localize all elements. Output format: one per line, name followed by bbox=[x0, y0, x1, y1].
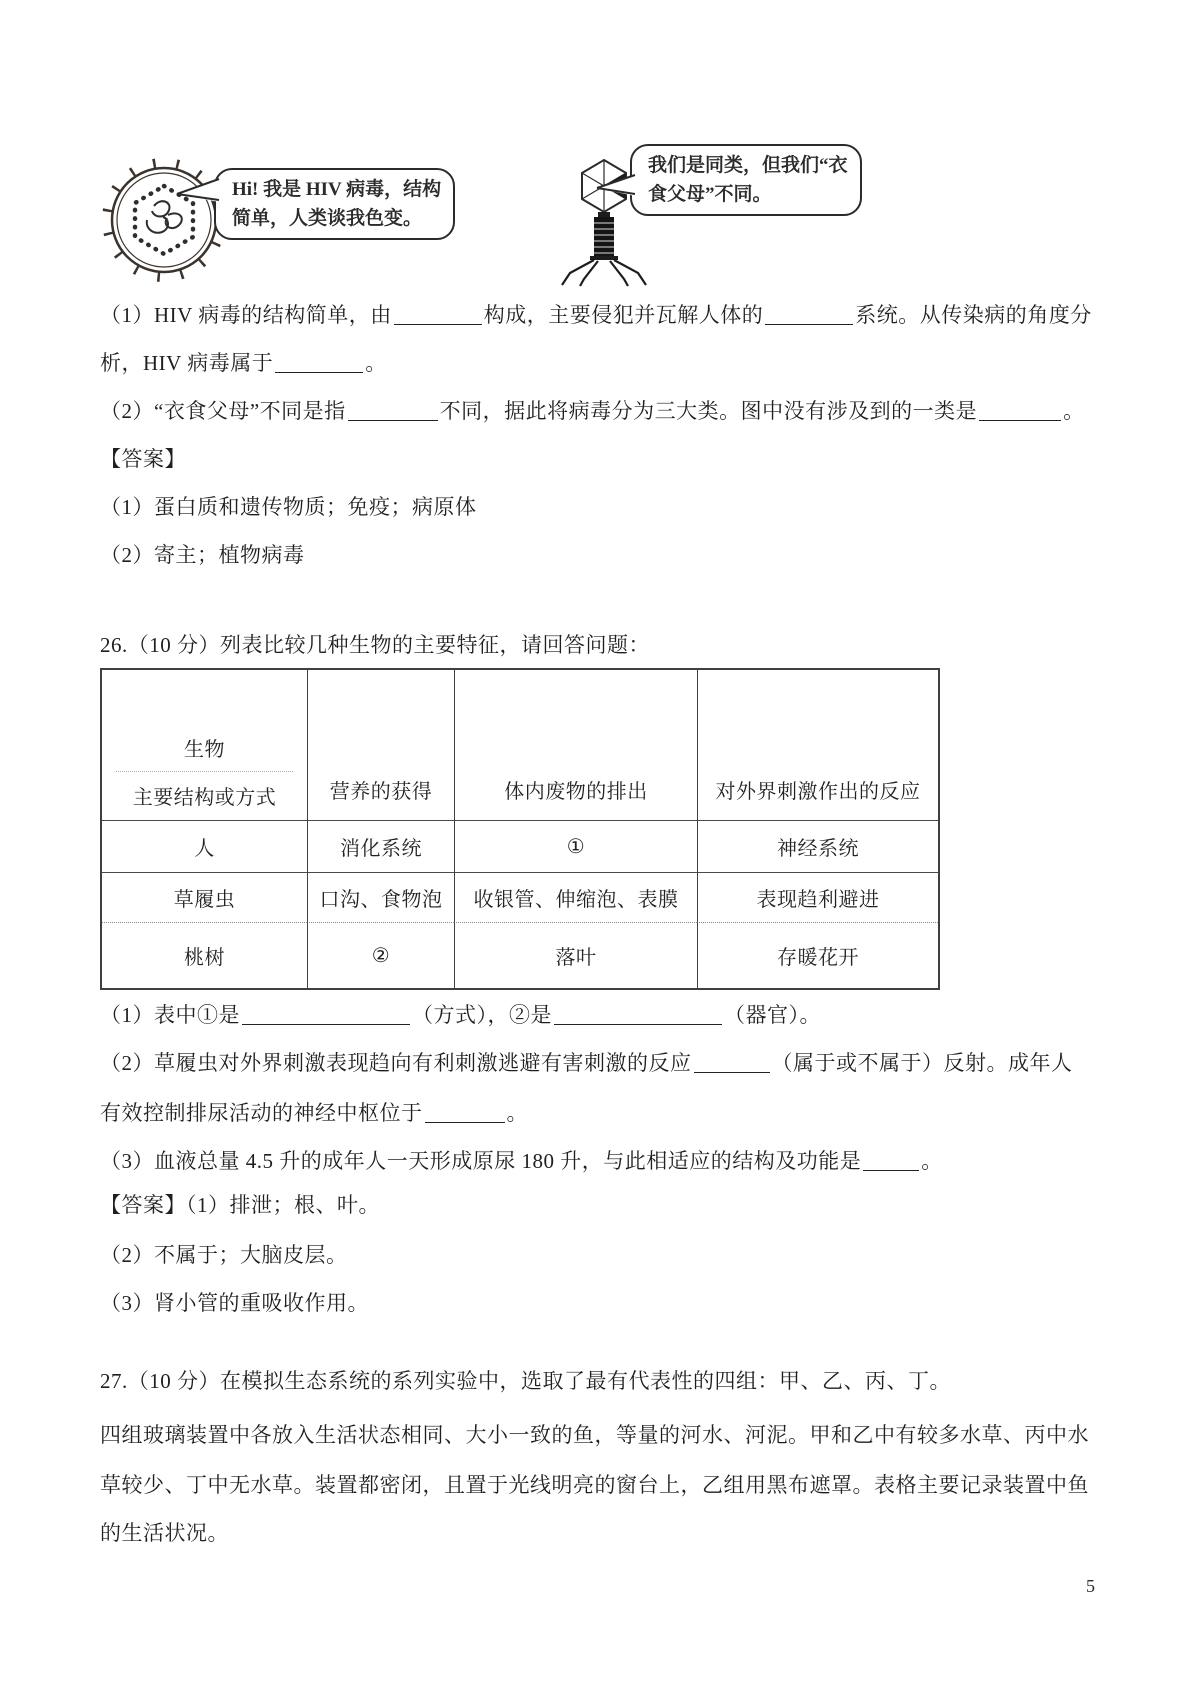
phage-bubble-tail bbox=[594, 172, 636, 200]
q26-answer-3: （3）肾小管的重吸收作用。 bbox=[100, 1291, 369, 1315]
text-segment: （2）“衣食父母”不同是指 bbox=[100, 399, 346, 423]
fill-blank bbox=[863, 1168, 919, 1171]
phage-speech-line2: 食父母”不同。 bbox=[648, 184, 772, 205]
hiv-speech-line1: Hi! 我是 HIV 病毒，结构 bbox=[232, 179, 442, 200]
q26-title: 26.（10 分）列表比较几种生物的主要特征，请回答问题： bbox=[100, 633, 650, 657]
q26-part3-line bbox=[100, 1146, 943, 1176]
q27-line4: 的生活状况。 bbox=[100, 1521, 229, 1545]
text-segment: 析，HIV 病毒属于 bbox=[100, 351, 274, 375]
text-segment: （1）HIV 病毒的结构简单，由 bbox=[100, 303, 392, 327]
text-segment: 系统。从传染病的角度分 bbox=[855, 303, 1092, 327]
table-cell: 落叶 bbox=[454, 922, 697, 988]
q25-answer-2: （2）寄主；植物病毒 bbox=[100, 543, 305, 567]
table-header-organism bbox=[102, 670, 307, 820]
table-cell: 收银管、伸缩泡、表膜 bbox=[454, 872, 697, 922]
table-header-nutrition: 营养的获得 bbox=[307, 670, 454, 820]
q27-line2: 四组玻璃装置中各放入生活状态相同、大小一致的鱼，等量的河水、河泥。甲和乙中有较多水草、丙中水 bbox=[100, 1423, 1089, 1447]
text-segment: （2）草履虫对外界刺激表现趋向有利刺激逃避有害刺激的反应 bbox=[100, 1051, 692, 1075]
phage-speech-bubble bbox=[630, 144, 862, 216]
fill-blank bbox=[348, 418, 438, 421]
text-segment: 。 bbox=[506, 1101, 528, 1125]
fill-blank bbox=[554, 1022, 722, 1025]
text-segment: （器官）。 bbox=[724, 1003, 821, 1027]
table-cell: ② bbox=[307, 922, 454, 988]
fill-blank bbox=[979, 418, 1061, 421]
q25-answer-label: 【答案】 bbox=[100, 447, 186, 471]
table-cell: 神经系统 bbox=[697, 820, 938, 872]
fill-blank bbox=[694, 1070, 770, 1073]
table-cell: 人 bbox=[102, 820, 307, 872]
table-header-waste: 体内废物的排出 bbox=[454, 670, 697, 820]
q26-part2-line1 bbox=[100, 1048, 1073, 1078]
table-header-organism-bottom: 主要结构或方式 bbox=[132, 787, 277, 809]
text-segment: （3）血液总量 4.5 升的成年人一天形成原尿 180 升，与此相适应的结构及功能是 bbox=[100, 1149, 862, 1173]
q26-answer-1: 【答案】（1）排泄；根、叶。 bbox=[100, 1193, 380, 1217]
table-cell: 表现趋利避进 bbox=[697, 872, 938, 922]
text-segment: （属于或不属于）反射。成年人 bbox=[771, 1051, 1073, 1075]
text-segment: （方式），②是 bbox=[412, 1003, 552, 1027]
page-number: 5 bbox=[1086, 1576, 1095, 1596]
q26-comparison-table bbox=[100, 668, 940, 990]
q27-line3: 草较少、丁中无水草。装置都密闭，且置于光线明亮的窗台上，乙组用黑布遮罩。表格主要记录装置中鱼 bbox=[100, 1473, 1089, 1497]
q27-line1: 27.（10 分）在模拟生态系统的系列实验中，选取了最有代表性的四组：甲、乙、丙、丁。 bbox=[100, 1369, 951, 1393]
fill-blank bbox=[425, 1120, 505, 1123]
q26-part1-line bbox=[100, 1000, 821, 1030]
table-cell: 消化系统 bbox=[307, 820, 454, 872]
q26-answer-2: （2）不属于；大脑皮层。 bbox=[100, 1243, 348, 1267]
table-cell: ① bbox=[454, 820, 697, 872]
hiv-bubble-tail bbox=[174, 176, 220, 206]
table-cell: 桃树 bbox=[102, 922, 307, 988]
q25-part1-line1 bbox=[100, 300, 1092, 330]
text-segment: 有效控制排尿活动的神经中枢位于 bbox=[100, 1101, 423, 1125]
phage-speech-line1: 我们是同类，但我们“衣 bbox=[648, 155, 848, 176]
table-cell: 存暖花开 bbox=[697, 922, 938, 988]
fill-blank bbox=[242, 1022, 410, 1025]
text-segment: 。 bbox=[921, 1149, 943, 1173]
table-header-organism-top: 生物 bbox=[116, 733, 292, 772]
fill-blank bbox=[394, 322, 482, 325]
text-segment: 不同，据此将病毒分为三大类。图中没有涉及到的一类是 bbox=[439, 399, 978, 423]
q25-part1-line2 bbox=[100, 348, 387, 378]
text-segment: 。 bbox=[365, 351, 387, 375]
q26-part2-line2 bbox=[100, 1098, 528, 1128]
q25-part2-line bbox=[100, 396, 1085, 426]
hiv-speech-bubble bbox=[214, 168, 455, 240]
fill-blank bbox=[275, 370, 363, 373]
fill-blank bbox=[765, 322, 853, 325]
table-header-stimulus: 对外界刺激作出的反应 bbox=[697, 670, 938, 820]
table-cell: 草履虫 bbox=[102, 872, 307, 922]
q25-answer-1: （1）蛋白质和遗传物质；免疫；病原体 bbox=[100, 495, 477, 519]
table-cell: 口沟、食物泡 bbox=[307, 872, 454, 922]
text-segment: 构成，主要侵犯并瓦解人体的 bbox=[483, 303, 764, 327]
text-segment: 。 bbox=[1063, 399, 1085, 423]
hiv-speech-line2: 简单，人类谈我色变。 bbox=[232, 208, 423, 229]
text-segment: （1）表中①是 bbox=[100, 1003, 240, 1027]
